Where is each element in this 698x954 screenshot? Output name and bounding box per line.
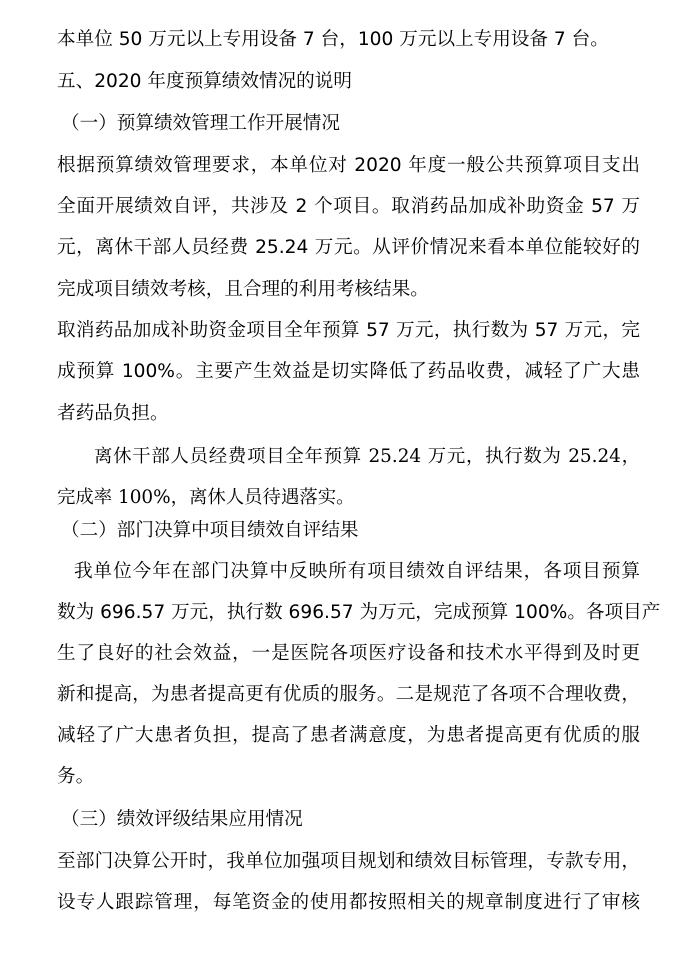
text-line-1: 本单位 50 万元以上专用设备 7 台，100 万元以上专用设备 7 台。 — [57, 29, 609, 50]
paragraph-1-line-1: 根据预算绩效管理要求，本单位对 2020 年度一般公共预算项目支出 — [57, 155, 640, 176]
paragraph-4-line-6: 务。 — [57, 766, 95, 787]
paragraph-3-line-1: 离休干部人员经费项目全年预算 25.24 万元，执行数为 25.24， — [94, 446, 640, 467]
paragraph-2-line-1: 取消药品加成补助资金项目全年预算 57 万元，执行数为 57 万元，完 — [57, 320, 640, 341]
subsection-heading-2: （二）部门决算中项目绩效自评结果 — [61, 520, 359, 541]
paragraph-1-line-4: 完成项目绩效考核，且合理的利用考核结果。 — [57, 279, 429, 300]
paragraph-3-line-2: 完成率 100%，离休人员待遇落实。 — [57, 487, 355, 508]
paragraph-1-line-2: 全面开展绩效自评，共涉及 2 个项目。取消药品加成补助资金 57 万 — [57, 196, 640, 217]
paragraph-5-line-2: 设专人跟踪管理，每笔资金的使用都按照相关的规章制度进行了审核 — [57, 892, 640, 913]
paragraph-4-line-4: 新和提高，为患者提高更有优质的服务。二是规范了各项不合理收费， — [57, 684, 640, 705]
paragraph-1-line-3: 元，离休干部人员经费 25.24 万元。从评价情况来看本单位能较好的 — [57, 237, 640, 258]
paragraph-2-line-3: 者药品负担。 — [57, 403, 169, 424]
paragraph-5-line-1: 至部门决算公开时，我单位加强项目规划和绩效目标管理，专款专用， — [57, 851, 640, 872]
subsection-heading-3: （三）绩效评级结果应用情况 — [61, 809, 303, 830]
paragraph-2-line-2: 成预算 100%。主要产生效益是切实降低了药品收费，减轻了广大患 — [57, 361, 640, 382]
paragraph-4-line-2: 数为 696.57 万元，执行数 696.57 为万元，完成预算 100%。各项目产 — [57, 602, 661, 623]
paragraph-4-line-5: 减轻了广大患者负担，提高了患者满意度，为患者提高更有优质的服 — [57, 725, 640, 746]
paragraph-4-line-1: 我单位今年在部门决算中反映所有项目绩效自评结果，各项目预算 — [74, 561, 640, 582]
paragraph-4-line-3: 生了良好的社会效益，一是医院各项医疗设备和技术水平得到及时更 — [57, 643, 640, 664]
section-heading-5: 五、2020 年度预算绩效情况的说明 — [57, 71, 352, 92]
subsection-heading-1: （一）预算绩效管理工作开展情况 — [61, 113, 340, 134]
